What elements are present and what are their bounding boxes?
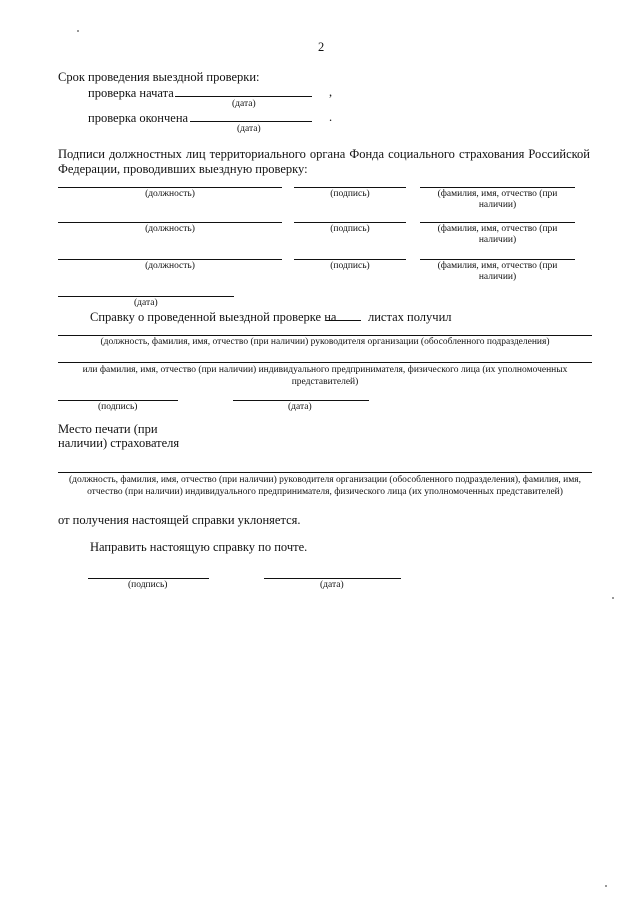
signature-caption-3: (подпись): [330, 261, 370, 271]
head-caption: (должность, фамилия, имя, отчество (при наличии) руководителя организации (обособленного подразделения): [100, 337, 550, 347]
name-line-3[interactable]: [420, 259, 575, 260]
mail-date-caption: (дата): [320, 580, 344, 590]
stamp-line2: наличии) страхователя: [58, 436, 180, 450]
signature-line-1[interactable]: [294, 187, 406, 188]
receipt-signature-caption: (подпись): [98, 402, 138, 412]
ended-punct: .: [329, 110, 333, 124]
signature-caption-2: (подпись): [330, 224, 370, 234]
signatures-intro-line1: Подписи должностных лиц территориального органа Фонда социального страхования Российской: [58, 147, 590, 161]
position-caption-1: (должность): [145, 189, 195, 199]
evasion-line[interactable]: [58, 472, 592, 473]
mail-statement: Направить настоящую справку по почте.: [90, 540, 308, 554]
evasion-caption: (должность, фамилия, имя, отчество (при наличии) руководителя организации (обособленного подразделения), фамилия, имя, отчество (при наличии) индивидуального предпринимателя, физического лица (их уполномоченных представителей): [68, 475, 582, 497]
name-line-2[interactable]: [420, 222, 575, 223]
mail-signature-line[interactable]: [88, 578, 209, 579]
ended-date-line[interactable]: [190, 121, 312, 122]
position-line-1[interactable]: [58, 187, 282, 188]
mail-signature-caption: (подпись): [128, 580, 168, 590]
position-line-3[interactable]: [58, 259, 282, 260]
signatures-intro-line2: Федерации, проводивших выездную проверку:: [58, 162, 308, 176]
position-caption-3: (должность): [145, 261, 195, 271]
ended-date-caption: (дата): [237, 124, 261, 134]
started-label: проверка начата: [88, 86, 174, 100]
signature-line-3[interactable]: [294, 259, 406, 260]
scan-speck: [605, 885, 607, 887]
name-caption-3: (фамилия, имя, отчество (при наличии): [437, 261, 558, 282]
mail-date-line[interactable]: [264, 578, 401, 579]
entrepreneur-caption: или фамилия, имя, отчество (при наличии) индивидуального предпринимателя, физического лица (их уполномоченных представителей): [82, 365, 568, 387]
scan-speck: [77, 30, 79, 32]
page-number: 2: [318, 40, 325, 54]
ended-label: проверка окончена: [88, 111, 189, 125]
signature-caption-1: (подпись): [330, 189, 370, 199]
name-line-1[interactable]: [420, 187, 575, 188]
receipt-date-caption-2: (дата): [288, 402, 312, 412]
head-line[interactable]: [58, 335, 592, 336]
receipt-date-line-2[interactable]: [233, 400, 369, 401]
scan-speck: [612, 597, 614, 599]
name-caption-1: (фамилия, имя, отчество (при наличии): [437, 189, 558, 210]
sheets-count-line[interactable]: [326, 320, 361, 321]
receipt-date-caption: (дата): [134, 298, 158, 308]
entrepreneur-line[interactable]: [58, 362, 592, 363]
position-caption-2: (должность): [145, 224, 195, 234]
period-heading: Срок проведения выездной проверки:: [58, 70, 260, 84]
started-date-line[interactable]: [175, 96, 312, 97]
started-punct: ,: [329, 85, 333, 99]
name-caption-2: (фамилия, имя, отчество (при наличии): [437, 224, 558, 245]
receipt-signature-line[interactable]: [58, 400, 178, 401]
receipt-date-line[interactable]: [58, 296, 234, 297]
stamp-line1: Место печати (при: [58, 422, 158, 436]
received-prefix: Справку о проведенной выездной проверке на: [90, 310, 337, 324]
evasion-statement: от получения настоящей справки уклоняется.: [58, 513, 301, 527]
received-suffix: листах получил: [368, 310, 452, 324]
signature-line-2[interactable]: [294, 222, 406, 223]
started-date-caption: (дата): [232, 99, 256, 109]
position-line-2[interactable]: [58, 222, 282, 223]
